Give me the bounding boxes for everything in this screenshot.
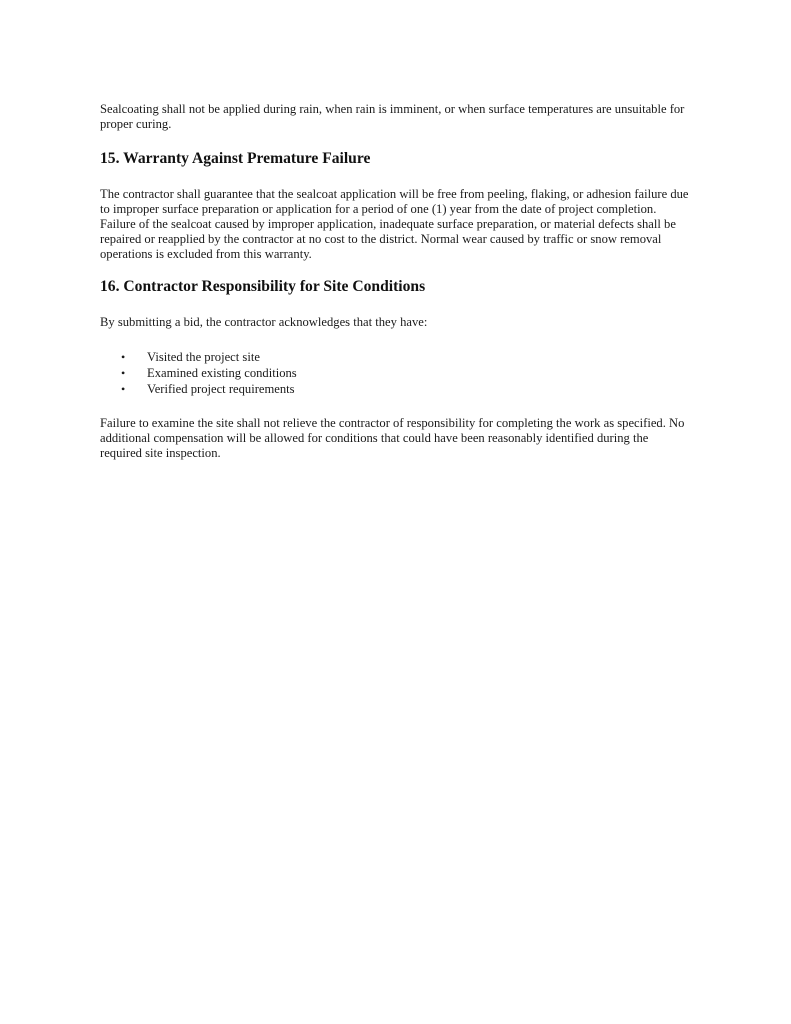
bullet-icon: • [121, 382, 126, 396]
document-page [100, 102, 710, 461]
text-line: operations is excluded from this warranty. [100, 247, 312, 261]
list-item-text: Verified project requirements [147, 382, 295, 396]
text-line: Failure of the sealcoat caused by improper application, inadequate surface preparation, or material defects shall be [100, 217, 676, 231]
list-item-text: Visited the project site [147, 350, 260, 364]
section-16-closing-paragraph [100, 416, 710, 461]
section-15-heading: 15. Warranty Against Premature Failure [100, 150, 371, 167]
list-item [100, 349, 710, 365]
bullet-icon: • [121, 366, 126, 380]
list-item [100, 365, 710, 381]
text-line: Sealcoating shall not be applied during rain, when rain is imminent, or when surface temperatures are unsuitable for [100, 102, 685, 116]
text-line: repaired or reapplied by the contractor at no cost to the district. Normal wear caused by traffic or snow removal [100, 232, 662, 246]
text-line: required site inspection. [100, 446, 221, 460]
section-16-heading: 16. Contractor Responsibility for Site Conditions [100, 278, 426, 295]
bullet-icon: • [121, 350, 126, 364]
intro-paragraph [100, 102, 710, 132]
section-15-paragraph [100, 187, 710, 262]
text-line: The contractor shall guarantee that the sealcoat application will be free from peeling, flaking, or adhesion failure due [100, 187, 689, 201]
bullet-list [100, 349, 710, 397]
text-line: additional compensation will be allowed for conditions that could have been reasonably identified during the [100, 431, 649, 445]
section-16-intro: By submitting a bid, the contractor acknowledges that they have: [100, 315, 428, 329]
list-item [100, 381, 710, 397]
text-line: to improper surface preparation or application for a period of one (1) year from the date of project completion. [100, 202, 657, 216]
text-line: proper curing. [100, 117, 172, 131]
text-line: Failure to examine the site shall not relieve the contractor of responsibility for completing the work as specified. No [100, 416, 685, 430]
list-item-text: Examined existing conditions [147, 366, 297, 380]
